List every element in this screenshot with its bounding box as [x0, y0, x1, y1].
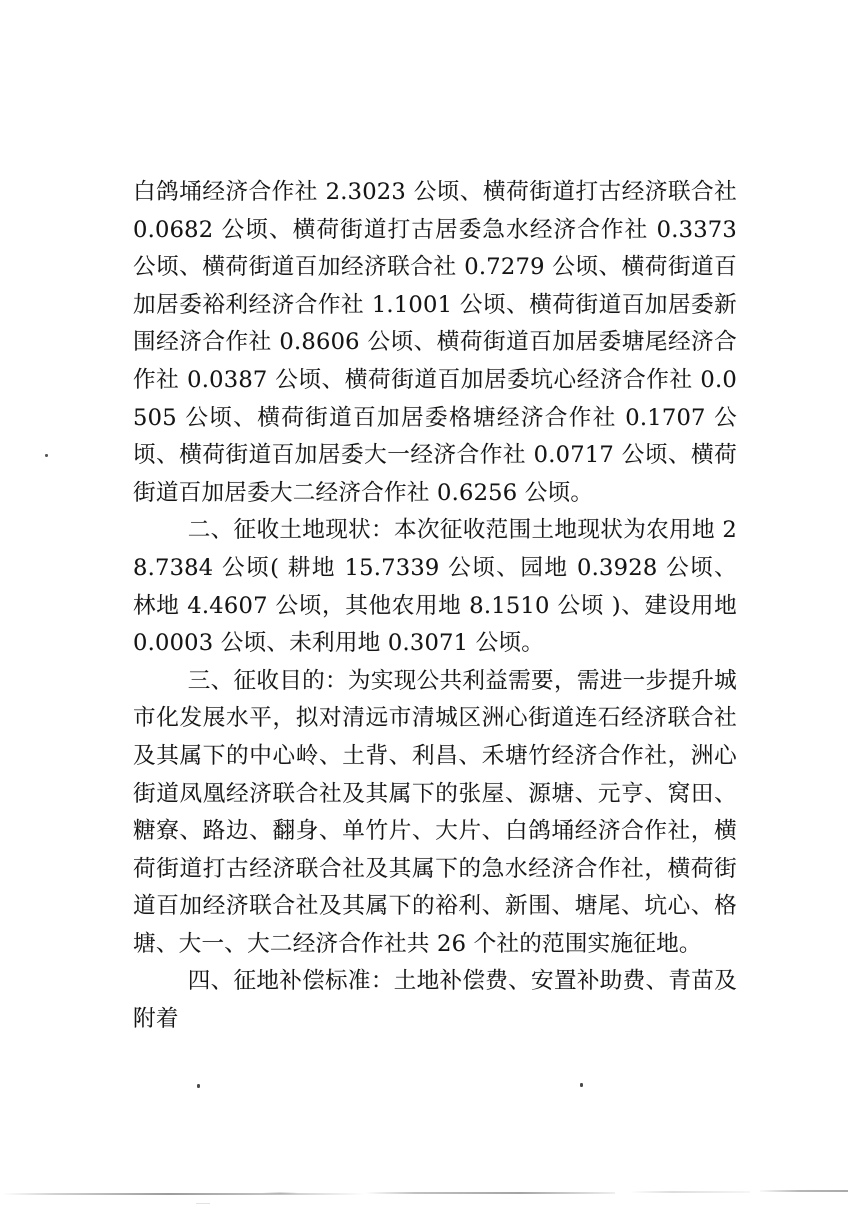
paragraph-section-3-purpose: 三、征收目的：为实现公共利益需要，需进一步提升城市化发展水平，拟对清远市清城区洲心街道连石经济联合社及其属下的中心岭、土背、利昌、禾塘竹经济合作社，洲心街道凤凰经济联合社及其属下的张屋、源塘、元亨、窝田、糖寮、路边、翻身、单竹片、大片、白鸽埇经济合作社，横荷街道打古经济联合社及其属下的急水经济合作社，横荷街道百加经济联合社及其属下的裕利、新围、塘尾、坑心、格塘、大一、大二经济合作社共 26 个社的范围实施征地。 [133, 667, 737, 957]
scan-speck-left-margin [45, 454, 48, 457]
scan-streak-bottom-gap [262, 1192, 298, 1194]
paragraph-section-2-land-status: 二、征收土地现状：本次征收范围土地现状为农用地 28.7384 公顷( 耕地 15.7339 公顷、园地 0.3928 公顷、林地 4.4607 公顷，其他农用地 8.1510 公顷 )、建设用地 0.0003 公顷、未利用地 0.3071 公顷。 [133, 517, 737, 657]
paragraph-section-4-compensation-standard: 四、征地补偿标准：土地补偿费、安置补助费、青苗及附着 [133, 968, 737, 1033]
scan-streak-bottom-center [365, 1192, 615, 1194]
scan-streak-bottom-far-right [760, 1190, 848, 1192]
scan-streak-bottom-right [630, 1191, 750, 1193]
scan-speck-lower-right [580, 1083, 583, 1087]
scan-streak-bottom-left [2, 1193, 365, 1195]
document-text-column [133, 174, 737, 1039]
paragraph-collective-parcels-continued: 白鸽埇经济合作社 2.3023 公顷、横荷街道打古经济联合社 0.0682 公顷、横荷街道打古居委急水经济合作社 0.3373 公顷、横荷街道百加经济联合社 0.7279 公顷、横荷街道百加居委裕利经济合作社 1.1001 公顷、横荷街道百加居委新围经济合作社 0.8606 公顷、横荷街道百加居委塘尾经济合作社 0.0387 公顷、横荷街道百加居委坑心经济合作社 0.0505 公顷、横荷街道百加居委格塘经济合作社 0.1707 公顷、横荷街道百加居委大一经济合作社 0.0717 公顷、横荷街道百加居委大二经济合作社 0.6256 公顷。 [133, 179, 737, 506]
scan-speck-lower-left [197, 1084, 200, 1088]
scan-streak-speck-tail [196, 1203, 210, 1204]
